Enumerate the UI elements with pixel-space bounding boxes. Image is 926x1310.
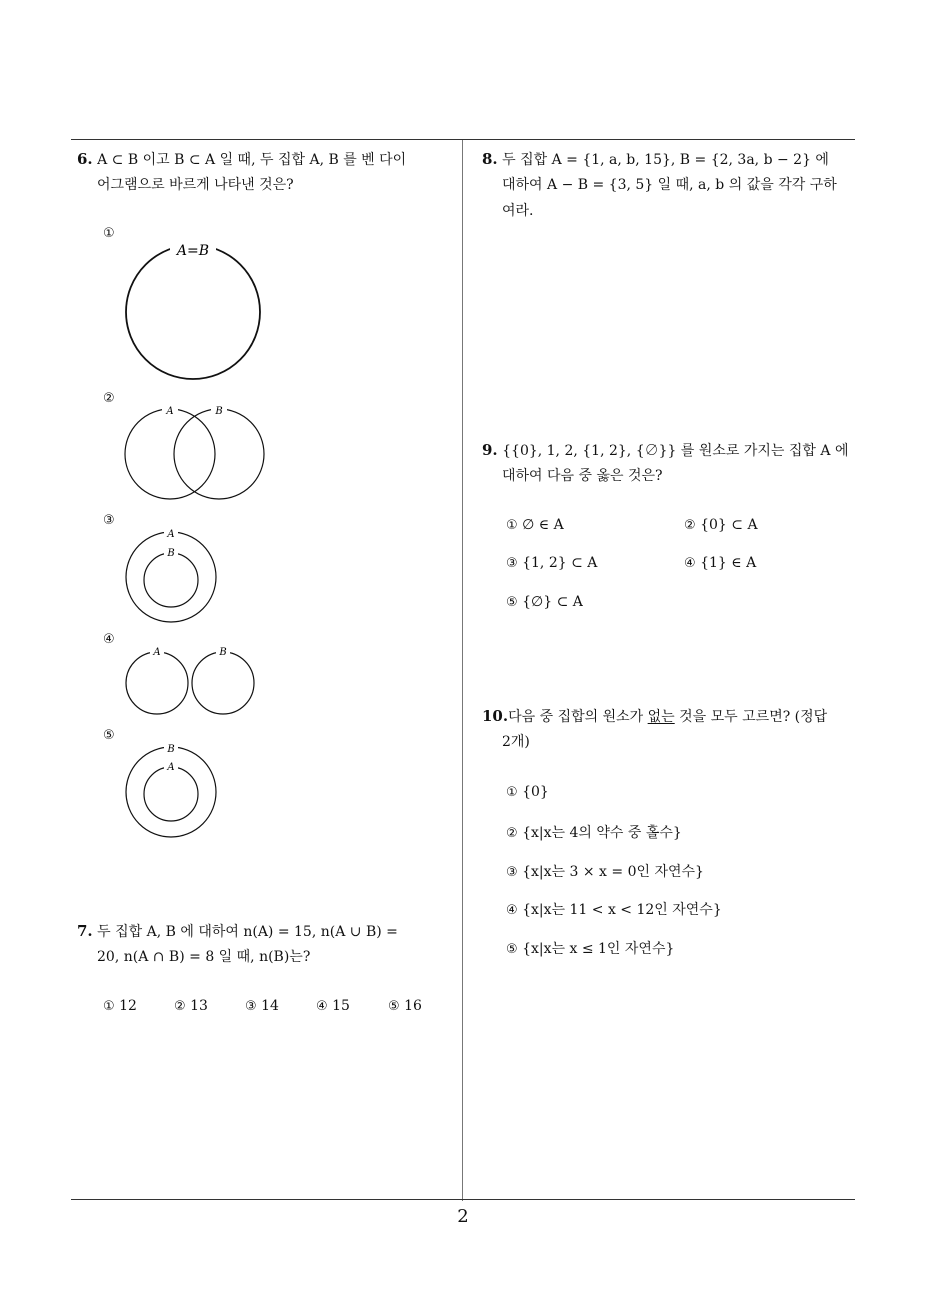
question-text-line1: {{0}, 1, 2, {1, 2}, {∅}} 를 원소로 가지는 집합 A 에 — [502, 443, 849, 459]
venn-diagram-choice-4[interactable] — [120, 643, 265, 718]
question-number: 10. — [482, 707, 509, 725]
question-10-line2: 2개) — [502, 734, 530, 750]
set-label: A=B — [176, 243, 210, 259]
emphasis-underline: 없는 — [647, 709, 675, 725]
set-label-a: A — [167, 529, 175, 540]
set-label-b: B — [219, 647, 227, 658]
question-6-line2: 어그램으로 바르게 나타낸 것은? — [97, 177, 294, 193]
choice-mark[interactable]: ③ — [103, 513, 115, 528]
question-8-line2: 대하여 A − B = {3, 5} 일 때, a, b 의 값을 각각 구하 — [502, 177, 837, 193]
question-text-line1: 두 집합 A = {1, a, b, 15}, B = {2, 3a, b − 2} 에 — [502, 152, 829, 168]
choice-3[interactable]: ③ {x|x는 3 × x = 0인 자연수} — [506, 864, 704, 880]
question-text-line1: A ⊂ B 이고 B ⊂ A 일 때, 두 집합 A, B 를 벤 다이 — [97, 152, 407, 168]
question-text-pre: 다음 중 집합의 원소가 — [508, 709, 648, 725]
question-text-post: 것을 모두 고르면? (정답 — [674, 709, 828, 725]
choice-1[interactable]: ① 12 — [103, 998, 137, 1014]
choice-2[interactable]: ② {x|x는 4의 약수 중 홀수} — [506, 825, 682, 841]
bottom-rule — [71, 1199, 855, 1200]
question-number: 8. — [482, 150, 498, 168]
question-text-line1: 두 집합 A, B 에 대하여 n(A) = 15, n(A ∪ B) = — [97, 924, 398, 940]
choice-mark[interactable]: ⑤ — [103, 728, 115, 743]
choice-mark[interactable]: ④ — [103, 632, 115, 647]
choice-5[interactable]: ⑤ {x|x는 x ≤ 1인 자연수} — [506, 941, 675, 957]
venn-diagram-choice-5[interactable] — [120, 740, 220, 840]
choice-2[interactable]: ② 13 — [174, 998, 208, 1014]
choice-mark[interactable]: ① — [103, 226, 115, 241]
set-label-a: A — [166, 406, 174, 417]
choice-5[interactable]: ⑤ 16 — [388, 998, 422, 1014]
question-number: 7. — [77, 922, 93, 940]
venn-diagram-choice-2[interactable] — [120, 400, 270, 505]
set-label-b: B — [167, 548, 175, 559]
choice-5[interactable]: ⑤ {∅} ⊂ A — [506, 594, 583, 610]
venn-diagram-choice-3[interactable] — [120, 525, 220, 625]
question-9 — [482, 437, 862, 464]
question-8 — [482, 146, 862, 173]
question-number: 6. — [77, 150, 93, 168]
question-8-line3: 여라. — [502, 203, 534, 219]
set-label-b: B — [167, 744, 175, 755]
choice-4[interactable]: ④ {1} ∈ A — [684, 555, 757, 571]
choice-3[interactable]: ③ 14 — [245, 998, 279, 1014]
choice-2[interactable]: ② {0} ⊂ A — [684, 517, 758, 533]
question-7-line2: 20, n(A ∩ B) = 8 일 때, n(B)는? — [97, 949, 311, 965]
set-label-a: A — [153, 647, 161, 658]
set-label-b: B — [215, 406, 223, 417]
question-9-line2: 대하여 다음 중 옳은 것은? — [502, 468, 663, 484]
choice-mark[interactable]: ② — [103, 391, 115, 406]
choice-1[interactable]: ① ∅ ∈ A — [506, 517, 564, 533]
question-10 — [482, 703, 862, 730]
choice-4[interactable]: ④ 15 — [316, 998, 350, 1014]
choice-3[interactable]: ③ {1, 2} ⊂ A — [506, 555, 598, 571]
top-rule — [71, 139, 855, 140]
set-label-a: A — [167, 762, 175, 773]
choice-1[interactable]: ① {0} — [506, 784, 549, 800]
venn-diagram-choice-1[interactable] — [120, 236, 270, 381]
question-6 — [77, 146, 457, 173]
page-number: 2 — [457, 1206, 469, 1227]
column-divider — [462, 140, 463, 1201]
choice-4[interactable]: ④ {x|x는 11 < x < 12인 자연수} — [506, 902, 722, 918]
question-number: 9. — [482, 441, 498, 459]
question-7 — [77, 918, 457, 945]
